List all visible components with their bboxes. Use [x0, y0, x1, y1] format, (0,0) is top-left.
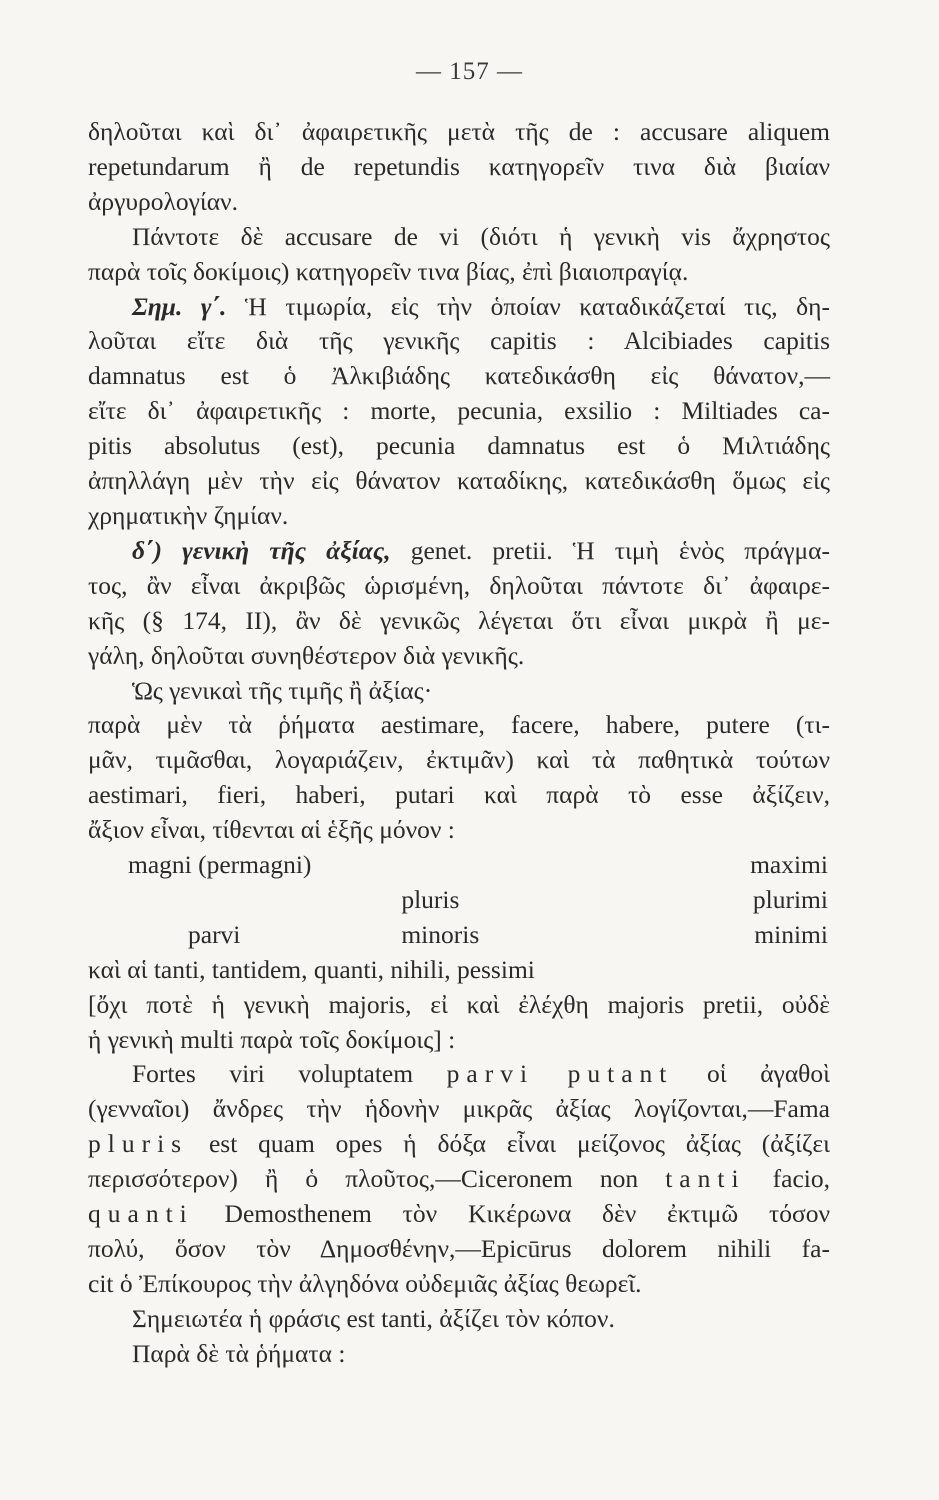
text-line: πολύ, ὅσον τὸν Δημοσθένην,—Epicūrus dolorem nihili fa- — [88, 1234, 830, 1263]
text-span: Fortes viri voluptatem — [132, 1059, 447, 1089]
text-line: Παρὰ δὲ τὰ ῥήματα : — [132, 1338, 346, 1368]
text-span: est quam opes ἡ δόξα εἶναι μείζονος ἀξίας (ἀξίζει — [188, 1129, 830, 1159]
text-line: χρηματικὴν ζημίαν. — [88, 500, 289, 530]
spaced-word: putant — [567, 1059, 674, 1089]
text-span: περισσότερον) ἢ ὁ πλοῦτος,—Ciceronem non — [88, 1164, 666, 1194]
text-line: Ὡς γενικαὶ τῆς τιμῆς ἢ ἀξίας· — [132, 675, 433, 705]
text-line: παρὰ μὲν τὰ ῥήματα aestimare, facere, habere, putere (τι- — [88, 710, 830, 740]
table-cell: plurimi — [752, 884, 828, 914]
text-line: Πάντοτε δὲ accusare de vi (διότι ἡ γενικὴ vis ἄχρηστος — [132, 221, 830, 251]
section-label: δ΄) γενικὴ τῆς ἀξίας, — [132, 535, 391, 565]
note-label: Σημ. γ΄. — [132, 291, 227, 321]
table-cell: magni (permagni) — [128, 850, 312, 880]
table-cell: maximi — [750, 850, 828, 880]
text-span: Demosthenem τὸν Κικέρωνα δὲν ἐκτιμῶ τόσον — [193, 1199, 830, 1229]
table-cell — [361, 848, 594, 883]
text-span: οἱ ἀγαθοὶ — [673, 1059, 831, 1089]
spaced-word: quanti — [88, 1199, 194, 1229]
text-line: δηλοῦται καὶ δι᾿ ἀφαιρετικῆς μετὰ τῆς de : accusare aliquem — [88, 117, 830, 146]
section-heading-line — [88, 534, 830, 569]
table-cell: pluris — [401, 884, 460, 914]
text-line: (γενναῖοι) ἄνδρες τὴν ἡδονὴν μικρᾶς ἀξίας λογίζονται,—Fama — [88, 1094, 830, 1124]
example-line — [88, 1162, 830, 1197]
text-span: Ἡ τιμωρία, εἰς τὴν ὁποίαν καταδικάζεταί τις, δη- — [226, 291, 830, 321]
text-line: τος, ἂν εἶναι ἀκριβῶς ὡρισμένη, δηλοῦται πάντοτε δι᾿ ἀφαιρε- — [88, 570, 830, 600]
example-line — [88, 1127, 830, 1162]
table-cell — [128, 883, 361, 918]
text-line: παρὰ τοῖς δοκίμοις) κατηγορεῖν τινα βίας, ἐπὶ βιαιοπραγίᾳ. — [88, 256, 689, 286]
text-line: λοῦται εἴτε διὰ τῆς γενικῆς capitis : Alcibiades capitis — [88, 326, 830, 356]
text-span — [534, 1059, 568, 1088]
text-span: genet. pretii. Ἡ τιμὴ ἑνὸς πράγμα- — [390, 535, 830, 565]
text-line: Σημειωτέα ἡ φράσις est tanti, ἀξίζει τὸν κόπον. — [132, 1303, 615, 1333]
spaced-word: parvi — [446, 1059, 535, 1089]
spaced-word: tanti — [665, 1164, 746, 1194]
text-line: [ὄχι ποτὲ ἡ γενικὴ majoris, εἰ καὶ ἐλέχθη majoris pretii, οὐδὲ — [88, 989, 830, 1019]
spaced-word: pluris — [88, 1129, 189, 1159]
text-line: κῆς (§ 174, II), ἂν δὲ γενικῶς λέγεται ὅτι εἶναι μικρὰ ἢ με- — [88, 605, 830, 635]
body-text — [88, 115, 830, 1372]
pretium-table — [128, 848, 828, 953]
text-span: facio, — [745, 1164, 830, 1194]
text-line: aestimari, fieri, haberi, putari καὶ παρὰ τὸ esse ἀξίζειν, — [88, 780, 830, 810]
table-cell: minoris — [401, 919, 480, 949]
page-number: — 157 — — [416, 58, 523, 85]
text-line: pitis absolutus (est), pecunia damnatus est ὁ Μιλτιάδης — [88, 431, 830, 461]
text-line: damnatus est ὁ Ἀλκιβιάδης κατεδικάσθη εἰς θάνατον,— — [88, 361, 830, 391]
example-line — [88, 1197, 830, 1232]
note-heading-line — [88, 290, 830, 325]
text-line: μᾶν, τιμᾶσθαι, λογαριάζειν, ἐκτιμᾶν) καὶ τὰ παθητικὰ τούτων — [88, 745, 830, 775]
text-line: ἡ γενικὴ multi παρὰ τοῖς δοκίμοις] : — [88, 1024, 456, 1054]
text-line: ἄξιον εἶναι, τίθενται αἱ ἑξῆς μόνον : — [88, 815, 455, 845]
table-cell: parvi — [188, 919, 241, 949]
text-line: γάλη, δηλοῦται συνηθέστερον διὰ γενικῆς. — [88, 640, 525, 670]
text-line: cit ὁ Ἐπίκουρος τὴν ἀλγηδόνα οὐδεμιᾶς ἀξίας θεωρεῖ. — [88, 1268, 642, 1298]
text-line: repetundarum ἢ de repetundis κατηγορεῖν τινα διὰ βιαίαν — [88, 151, 830, 181]
table-cell: minimi — [754, 919, 828, 949]
text-line: καὶ αἱ tanti, tantidem, quanti, nihili, pessimi — [88, 954, 535, 984]
text-line: εἴτε δι᾿ ἀφαιρετικῆς : morte, pecunia, exsilio : Miltiades ca- — [88, 396, 830, 426]
text-line: ἀπηλλάγη μὲν τὴν εἰς θάνατον καταδίκης, κατεδικάσθη ὅμως εἰς — [88, 466, 830, 496]
example-line — [88, 1057, 830, 1092]
text-line: ἀργυρολογίαν. — [88, 186, 238, 216]
